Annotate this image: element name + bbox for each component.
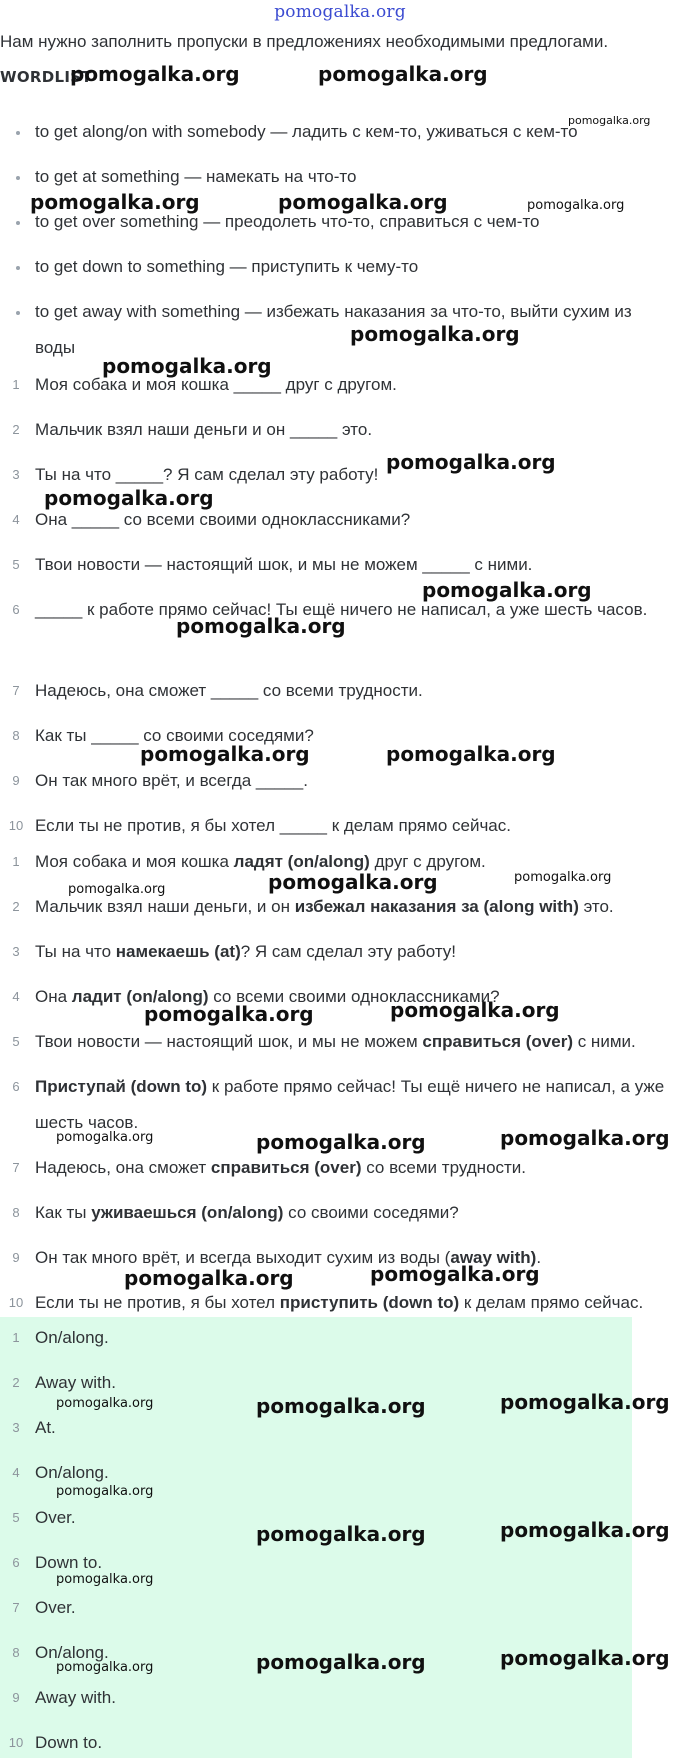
watermark: pomogalka.org — [500, 1646, 670, 1670]
sentence-start: Если ты не против, я бы хотел — [35, 1293, 280, 1312]
answer-phrase: Приступай (down to) — [35, 1077, 208, 1096]
bullet-icon — [16, 176, 20, 180]
watermark: pomogalka.org — [256, 1522, 426, 1546]
bullet-icon — [16, 221, 20, 225]
watermark: pomogalka.org — [500, 1126, 670, 1150]
wordlist-title: WORDLIST — [0, 68, 92, 86]
exercise-text: Он так много врёт, и всегда _____. — [35, 771, 308, 790]
watermark: pomogalka.org — [514, 870, 612, 885]
wordlist-text: to get along/on with somebody — ладить с кем-то, уживаться с кем-то — [35, 122, 578, 141]
wordlist-text: to get over something — преодолеть что-то, справиться с чем-то — [35, 212, 540, 231]
watermark: pomogalka.org — [56, 1572, 154, 1587]
sentence-end: с ними. — [572, 1032, 636, 1051]
sentence-end: ? Я сам сделал эту работу! — [240, 942, 457, 961]
item-number: 9 — [12, 1690, 20, 1705]
sentence-end: друг с другом. — [369, 852, 486, 871]
watermark: pomogalka.org — [56, 1396, 154, 1411]
item-number: 4 — [12, 512, 20, 527]
item-number: 10 — [8, 818, 24, 833]
item-number: 6 — [12, 1079, 20, 1094]
answer-phrase: справиться (over) — [210, 1158, 362, 1177]
watermark: pomogalka.org — [176, 614, 346, 638]
answer-phrase: away with) — [450, 1248, 537, 1267]
bullet-icon — [16, 311, 20, 315]
answer-text: Away with. — [35, 1373, 116, 1392]
answer-text: Over. — [35, 1598, 76, 1617]
watermark: pomogalka.org — [30, 190, 200, 214]
item-number: 7 — [12, 683, 20, 698]
answer-text: Down to. — [35, 1733, 103, 1752]
sentence-end: . — [536, 1248, 542, 1267]
answer-phrase: намекаешь (at) — [115, 942, 241, 961]
watermark: pomogalka.org — [144, 1002, 314, 1026]
sentence-start: Ты на что — [35, 942, 116, 961]
watermark: pomogalka.org — [370, 1262, 540, 1286]
sentence-start: Надеюсь, она сможет — [35, 1158, 211, 1177]
sentence-end: со всеми своими одноклассниками? — [208, 987, 500, 1006]
watermark: pomogalka.org — [422, 578, 592, 602]
item-number: 1 — [12, 1330, 20, 1345]
answer-text: On/along. — [35, 1328, 109, 1347]
answer-phrase: ладит (on/along) — [71, 987, 209, 1006]
sentence-start: Твои новости — настоящий шок, и мы не можем — [35, 1032, 423, 1051]
item-number: 1 — [12, 854, 20, 869]
sentence-end: со своими соседями? — [283, 1203, 459, 1222]
watermark: pomogalka.org — [256, 1650, 426, 1674]
item-number: 8 — [12, 1645, 20, 1660]
exercise-text: Как ты _____ со своими соседями? — [35, 726, 314, 745]
answer-text: On/along. — [35, 1463, 109, 1482]
watermark: pomogalka.org — [386, 742, 556, 766]
item-number: 4 — [12, 1465, 20, 1480]
exercise-text: Моя собака и моя кошка _____ друг с другом. — [35, 375, 397, 394]
answer-text: At. — [35, 1418, 56, 1437]
item-number: 8 — [12, 1205, 20, 1220]
item-number: 5 — [12, 557, 20, 572]
exercise-text: Надеюсь, она сможет _____ со всеми трудности. — [35, 681, 423, 700]
wordlist-text: to get away with something — избежать наказания за что-то, выйти сухим из воды — [35, 302, 632, 357]
sentence-start: Моя собака и моя кошка — [35, 852, 234, 871]
item-number: 2 — [12, 1375, 20, 1390]
item-number: 6 — [12, 1555, 20, 1570]
answer-text: Down to. — [35, 1553, 103, 1572]
intro-text: Нам нужно заполнить пропуски в предложениях необходимыми предлогами. — [0, 32, 609, 51]
item-number: 4 — [12, 989, 20, 1004]
answer-phrase: приступить (down to) — [279, 1293, 460, 1312]
watermark: pomogalka.org — [44, 486, 214, 510]
watermark: pomogalka.org — [318, 62, 488, 86]
item-number: 1 — [12, 377, 20, 392]
item-number: 10 — [8, 1295, 24, 1310]
exercise-text: Она _____ со всеми своими одноклассниками? — [35, 510, 411, 529]
bullet-icon — [16, 266, 20, 270]
sentence-start: Она — [35, 987, 72, 1006]
item-number: 7 — [12, 1600, 20, 1615]
watermark: pomogalka.org — [68, 882, 166, 897]
answer-text: Over. — [35, 1508, 76, 1527]
sentence-end: это. — [578, 897, 614, 916]
sentence-end: к делам прямо сейчас. — [459, 1293, 644, 1312]
watermark: pomogalka.org — [140, 742, 310, 766]
watermark: pomogalka.org — [256, 1130, 426, 1154]
sentence-start: Мальчик взял наши деньги, и он — [35, 897, 295, 916]
exercise-text: Мальчик взял наши деньги и он _____ это. — [35, 420, 373, 439]
watermark: pomogalka.org — [102, 354, 272, 378]
sentence-end: к работе прямо сейчас! Ты ещё ничего не написал, а уже шесть часов. — [35, 1077, 665, 1132]
watermark: pomogalka.org — [278, 190, 448, 214]
item-number: 9 — [12, 1250, 20, 1265]
item-number: 7 — [12, 1160, 20, 1175]
answer-text: On/along. — [35, 1643, 109, 1662]
watermark: pomogalka.org — [256, 1394, 426, 1418]
item-number: 2 — [12, 899, 20, 914]
exercise-text: Если ты не против, я бы хотел _____ к делам прямо сейчас. — [35, 816, 511, 835]
watermark: pomogalka.org — [56, 1660, 154, 1675]
answer-phrase: ладят (on/along) — [233, 852, 370, 871]
item-number: 2 — [12, 422, 20, 437]
watermark: pomogalka.org — [56, 1130, 154, 1145]
watermark: pomogalka.org — [500, 1390, 670, 1414]
item-number: 9 — [12, 773, 20, 788]
watermark: pomogalka.org — [350, 322, 520, 346]
item-number: 5 — [12, 1034, 20, 1049]
item-number: 6 — [12, 602, 20, 617]
watermark: pomogalka.org — [386, 450, 556, 474]
item-number: 5 — [12, 1510, 20, 1525]
answer-text: Away with. — [35, 1688, 116, 1707]
watermark: pomogalka.org — [500, 1518, 670, 1542]
item-number: 8 — [12, 728, 20, 743]
answer-phrase: справиться (over) — [422, 1032, 573, 1051]
watermark: pomogalka.org — [568, 114, 651, 127]
item-number: 3 — [12, 1420, 20, 1435]
watermark: pomogalka.org — [268, 870, 438, 894]
sentence-start: Как ты — [35, 1203, 92, 1222]
sentence-end: со всеми трудности. — [361, 1158, 527, 1177]
answer-phrase: избежал наказания за (along with) — [294, 897, 579, 916]
watermark: pomogalka.org — [527, 198, 625, 213]
exercise-text: Твои новости — настоящий шок, и мы не можем _____ с ними. — [35, 555, 533, 574]
item-number: 3 — [12, 944, 20, 959]
answer-phrase: уживаешься (on/along) — [91, 1203, 284, 1222]
wordlist-text: to get at something — намекать на что-то — [35, 167, 357, 186]
item-number: 10 — [8, 1735, 24, 1750]
wordlist-text: to get down to something — приступить к чему-то — [35, 257, 419, 276]
watermark: pomogalka.org — [124, 1266, 294, 1290]
site-logo[interactable]: pomogalka.org — [274, 2, 406, 22]
exercise-text: _____ к работе прямо сейчас! Ты ещё ничего не написал, а уже шесть часов. — [35, 600, 648, 619]
item-number: 3 — [12, 467, 20, 482]
watermark: pomogalka.org — [56, 1484, 154, 1499]
sentence-start: Он так много врёт, и всегда выходит сухим из воды ( — [35, 1248, 451, 1267]
watermark: pomogalka.org — [390, 998, 560, 1022]
bullet-icon — [16, 131, 20, 135]
exercise-text: Ты на что _____? Я сам сделал эту работу! — [35, 465, 379, 484]
watermark: pomogalka.org — [70, 62, 240, 86]
